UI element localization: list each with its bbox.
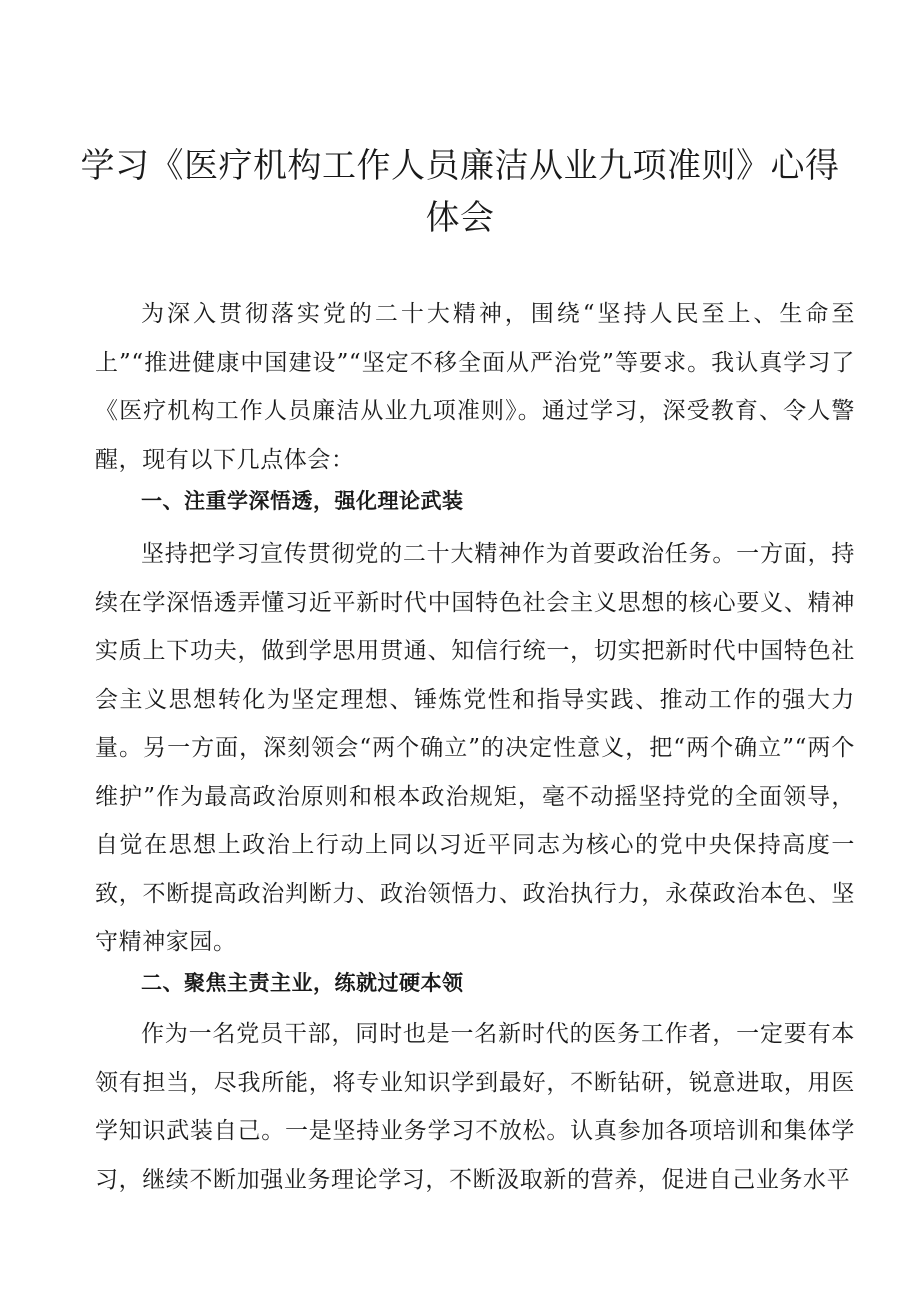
section-1-paragraph: 坚持把学习宣传贯彻党的二十大精神作为首要政治任务。一方面，持续在学深悟透弄懂习近平新时代中国特色社会主义思想的核心要义、精神实质上下功夫，做到学思用贯通、知信行统一，切实把新时代中国特色社会主义思想转化为坚定理想、锤炼党性和指导实践、推动工作的强大力量。另一方面，深刻领会“两个确立”的决定性意义，把“两个确立”“两个维护”作为最高政治原则和根本政治规矩，毫不动摇坚持党的全面领导，自觉在思想上政治上行动上同以习近平同志为核心的党中央保持高度一致，不断提高政治判断力、政治领悟力、政治执行力，永葆政治本色、坚守精神家园。 xyxy=(95,541,855,955)
section-1-heading: 一、注重学深悟透，强化理论武装 xyxy=(141,489,464,513)
document-title: 学习《医疗机构工作人员廉洁从业九项准则》心得体会 xyxy=(80,146,840,238)
section-2-heading: 二、聚焦主责主业，练就过硬本领 xyxy=(141,971,464,995)
section-2-paragraph: 作为一名党员干部，同时也是一名新时代的医务工作者，一定要有本领有担当，尽我所能，将专业知识学到最好，不断钻研，锐意进取，用医学知识武装自己。一是坚持业务学习不放松。认真参加各项培训和集体学习，继续不断加强业务理论学习，不断汲取新的营养，促进自己业务水平 xyxy=(95,1021,855,1193)
intro-paragraph: 为深入贯彻落实党的二十大精神，围绕“坚持人民至上、生命至上”“推进健康中国建设”“坚定不移全面从严治党”等要求。我认真学习了《医疗机构工作人员廉洁从业九项准则》。通过学习，深受教育、令人警醒，现有以下几点体会： xyxy=(95,301,855,473)
